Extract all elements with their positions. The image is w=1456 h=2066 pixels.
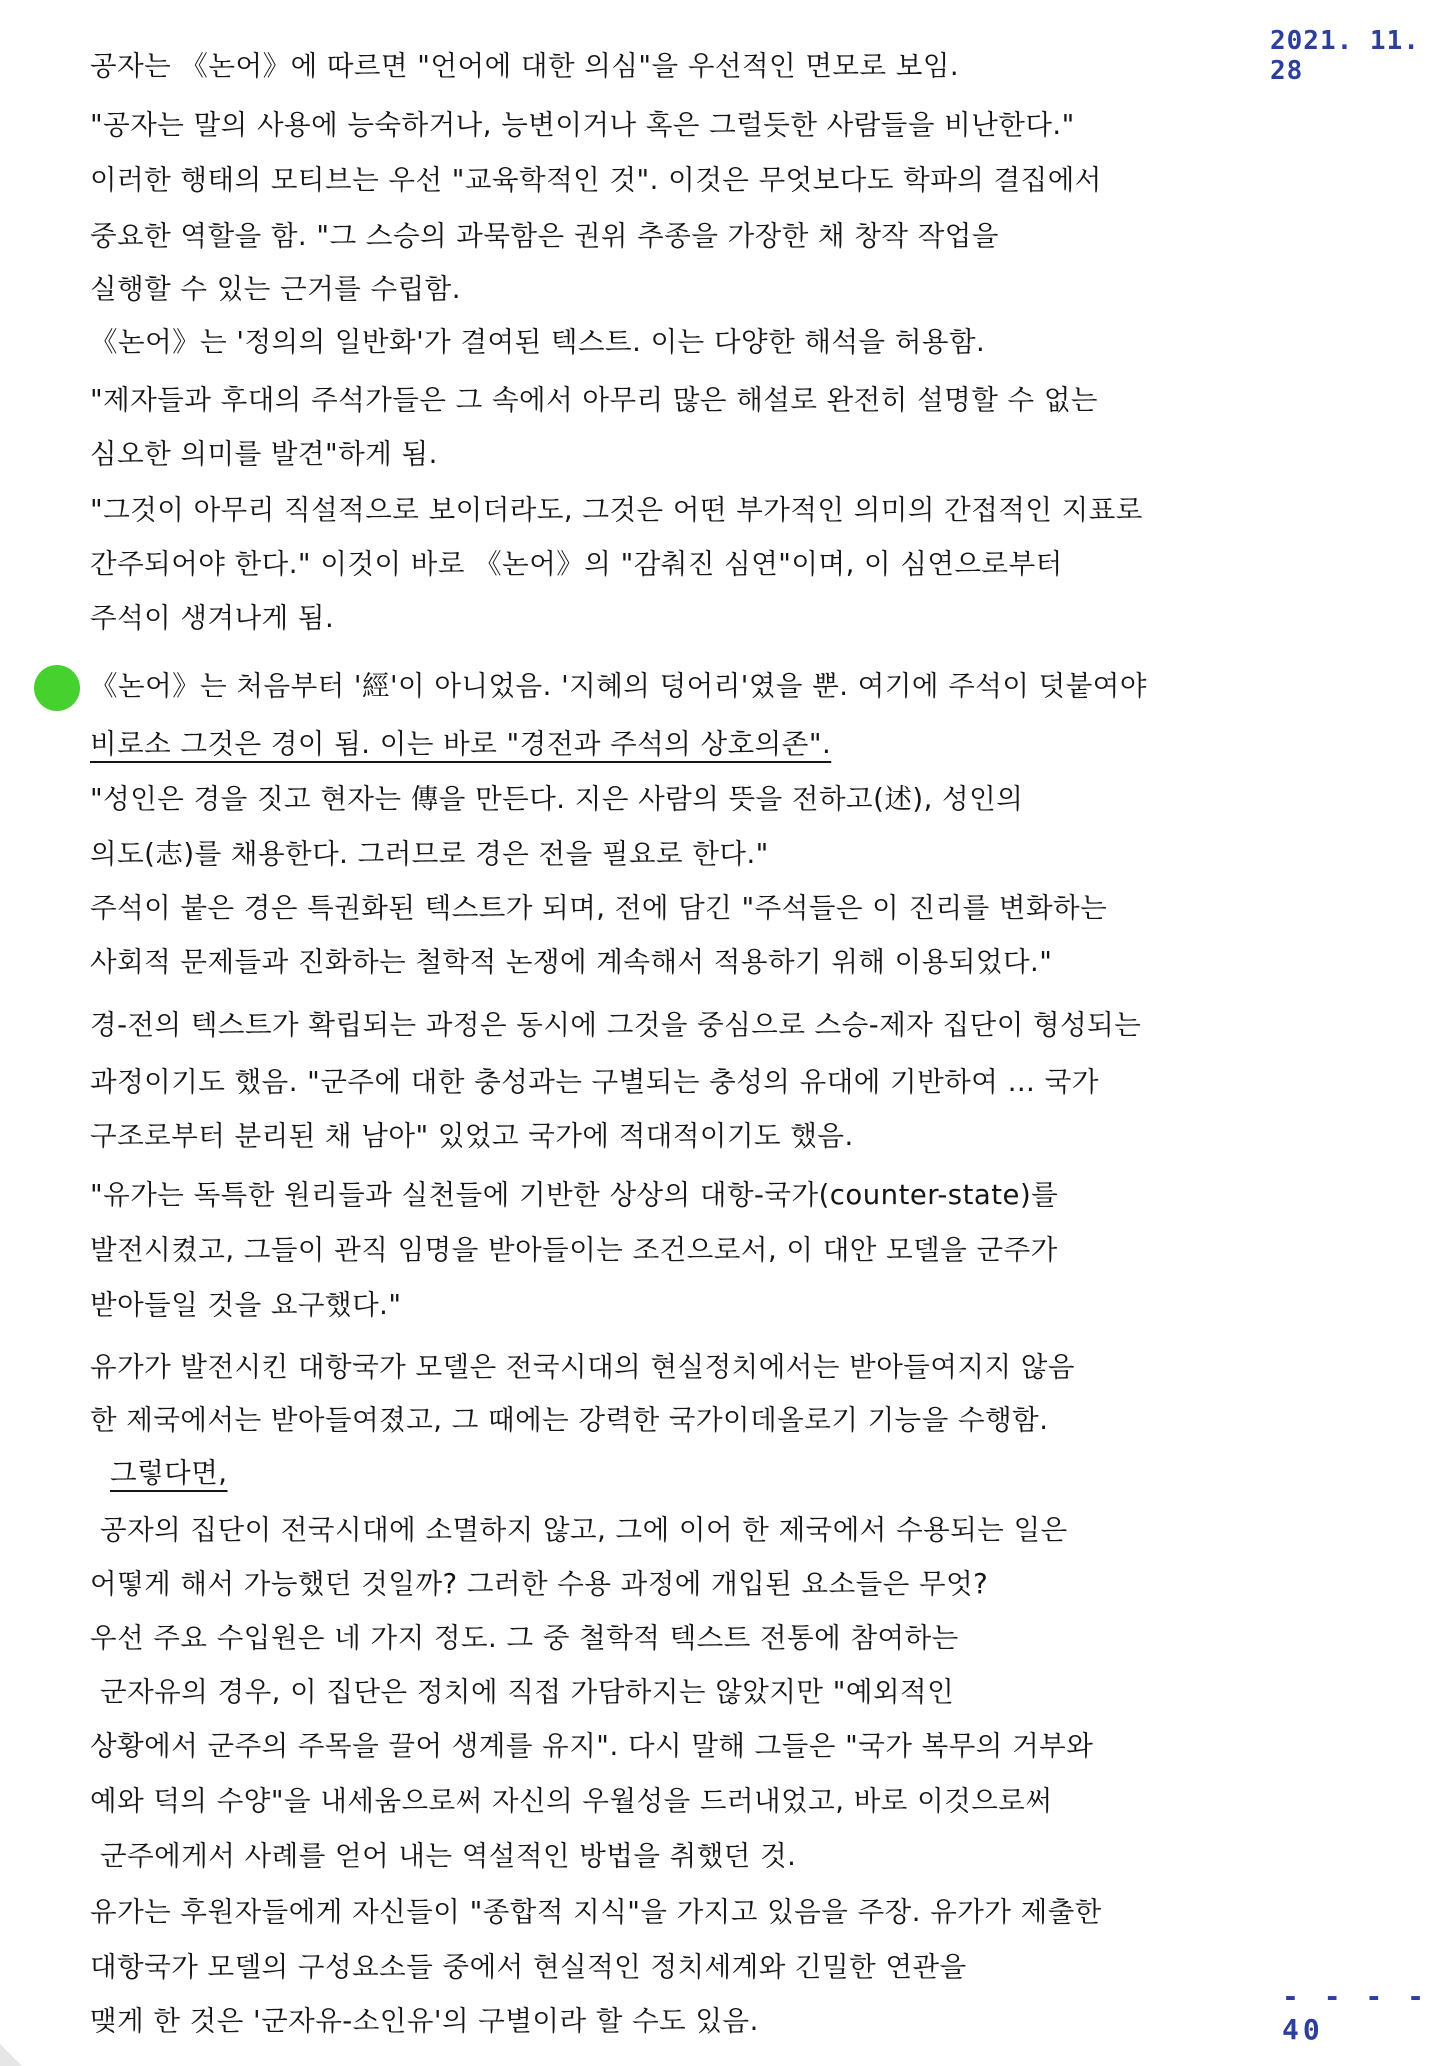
note-line: 이러한 행태의 모티브는 우선 "교육학적인 것". 이것은 무엇보다도 학파의 결집에서 bbox=[90, 164, 1102, 196]
note-line: 받아들일 것을 요구했다." bbox=[90, 1289, 402, 1321]
note-line: 상황에서 군주의 주목을 끌어 생계를 유지". 다시 말해 그들은 "국가 복무의 거부와 bbox=[90, 1730, 1094, 1762]
note-line: 《논어》는 '정의의 일반화'가 결여된 텍스트. 이는 다양한 해석을 허용함. bbox=[90, 326, 986, 358]
note-line: 유가는 후원자들에게 자신들이 "종합적 지식"을 가지고 있음을 주장. 유가가 제출한 bbox=[90, 1896, 1102, 1928]
note-line: 중요한 역할을 함. "그 스승의 과묵함은 권위 추종을 가장한 채 창작 작업을 bbox=[90, 220, 999, 252]
note-line: 군자유의 경우, 이 집단은 정치에 직접 가담하지는 않았지만 "예외적인 bbox=[100, 1676, 955, 1708]
note-line: 《논어》는 처음부터 '經'이 아니었음. '지혜의 덩어리'였을 뿐. 여기에 주석이 덧붙여야 bbox=[90, 670, 1147, 702]
page-corner bbox=[0, 2044, 22, 2066]
note-line: 발전시켰고, 그들이 관직 임명을 받아들이는 조건으로서, 이 대안 모델을 군주가 bbox=[90, 1234, 1058, 1266]
note-line: 예와 덕의 수양"을 내세움으로써 자신의 우월성을 드러내었고, 바로 이것으로써 bbox=[90, 1785, 1053, 1817]
note-line: 사회적 문제들과 진화하는 철학적 논쟁에 계속해서 적용하기 위해 이용되었다." bbox=[90, 946, 1053, 978]
note-line: 공자의 집단이 전국시대에 소멸하지 않고, 그에 이어 한 제국에서 수용되는 일은 bbox=[100, 1514, 1068, 1546]
note-line: "그것이 아무리 직설적으로 보이더라도, 그것은 어떤 부가적인 의미의 간접적인 지표로 bbox=[90, 494, 1143, 526]
page-number: - - - - 40 bbox=[1282, 1980, 1429, 2046]
note-line: 대항국가 모델의 구성요소들 중에서 현실적인 정치세계와 긴밀한 연관을 bbox=[90, 1951, 967, 1983]
note-line: 주석이 붙은 경은 특권화된 텍스트가 되며, 전에 담긴 "주석들은 이 진리를 변화하는 bbox=[90, 892, 1108, 924]
note-line: 심오한 의미를 발견"하게 됨. bbox=[90, 438, 438, 470]
note-line: 우선 주요 수입원은 네 가지 정도. 그 중 철학적 텍스트 전통에 참여하는 bbox=[90, 1622, 959, 1654]
green-marker-dot bbox=[34, 665, 80, 711]
note-line: 그렇다면, bbox=[110, 1457, 228, 1489]
note-line: 군주에게서 사례를 얻어 내는 역설적인 방법을 취했던 것. bbox=[100, 1840, 797, 1872]
note-line: 의도(志)를 채용한다. 그러므로 경은 전을 필요로 한다." bbox=[90, 838, 769, 870]
note-line: "제자들과 후대의 주석가들은 그 속에서 아무리 많은 해설로 완전히 설명할 수 없는 bbox=[90, 384, 1098, 416]
note-line: "유가는 독특한 원리들과 실천들에 기반한 상상의 대항-국가(counter-state)를 bbox=[90, 1179, 1059, 1211]
page-date: 2021. 11. 28 bbox=[1270, 26, 1420, 86]
note-line: 유가가 발전시킨 대항국가 모델은 전국시대의 현실정치에서는 받아들여지지 않음 bbox=[90, 1351, 1075, 1383]
note-line: "성인은 경을 짓고 현자는 傳을 만든다. 지은 사람의 뜻을 전하고(述), 성인의 bbox=[90, 783, 1024, 815]
note-line: 과정이기도 했음. "군주에 대한 충성과는 구별되는 충성의 유대에 기반하여 … 국가 bbox=[90, 1066, 1099, 1098]
note-line: "공자는 말의 사용에 능숙하거나, 능변이거나 혹은 그럴듯한 사람들을 비난한다." bbox=[90, 109, 1075, 141]
note-line: 간주되어야 한다." 이것이 바로 《논어》의 "감춰진 심연"이며, 이 심연으로부터 bbox=[90, 548, 1063, 580]
note-line: 어떻게 해서 가능했던 것일까? 그러한 수용 과정에 개입된 요소들은 무엇? bbox=[90, 1568, 989, 1600]
note-line: 실행할 수 있는 근거를 수립함. bbox=[90, 273, 461, 305]
note-line: 구조로부터 분리된 채 남아" 있었고 국가에 적대적이기도 했음. bbox=[90, 1120, 854, 1152]
note-line: 경-전의 텍스트가 확립되는 과정은 동시에 그것을 중심으로 스승-제자 집단이 형성되는 bbox=[90, 1009, 1142, 1041]
note-line: 맺게 한 것은 '군자유-소인유'의 구별이라 할 수도 있음. bbox=[90, 2005, 759, 2037]
note-line: 주석이 생겨나게 됨. bbox=[90, 602, 335, 634]
note-line: 공자는 《논어》에 따르면 "언어에 대한 의심"을 우선적인 면모로 보임. bbox=[90, 50, 960, 82]
note-line: 한 제국에서는 받아들여졌고, 그 때에는 강력한 국가이데올로기 기능을 수행함. bbox=[90, 1404, 1049, 1436]
note-line: 비로소 그것은 경이 됨. 이는 바로 "경전과 주석의 상호의존". bbox=[90, 728, 832, 760]
